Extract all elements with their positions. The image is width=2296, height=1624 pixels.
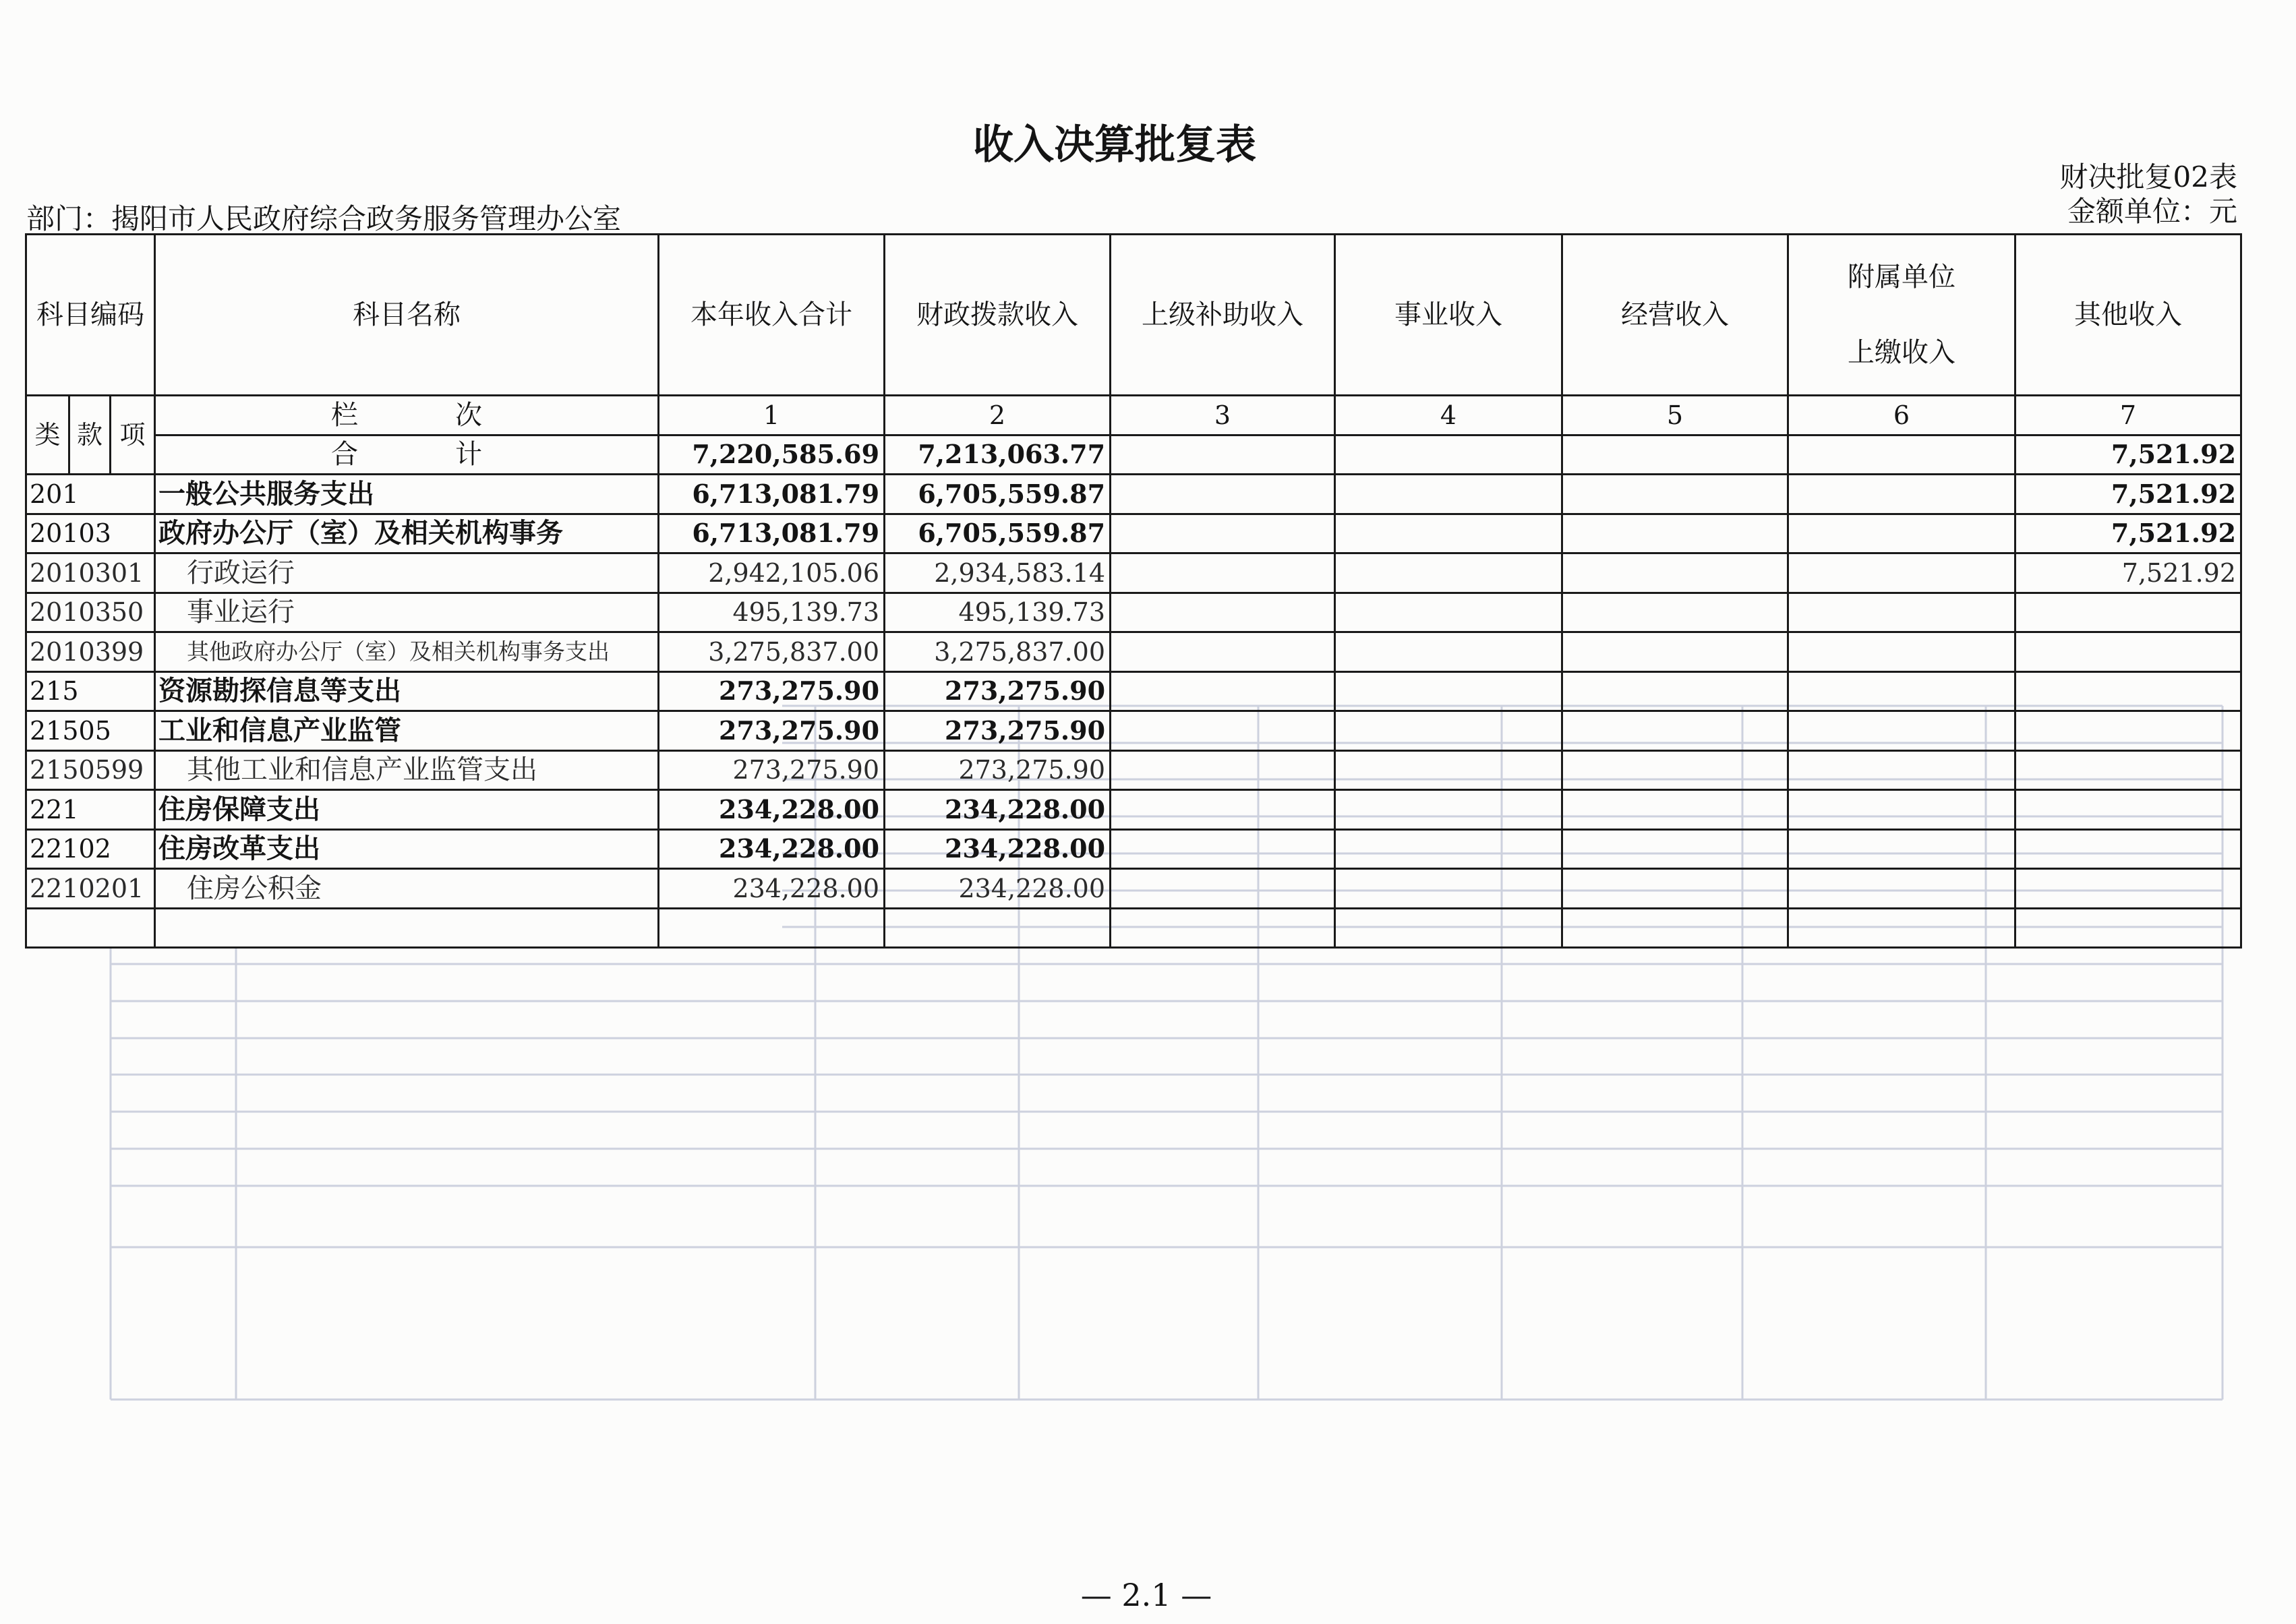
superior-subsidy-cell: [1111, 514, 1335, 553]
business-income-cell: [1335, 632, 1562, 672]
subject-name: 政府办公厅（室）及相关机构事务: [155, 514, 659, 553]
table-row: [26, 475, 2241, 514]
subject-name: 其他工业和信息产业监管支出: [155, 750, 659, 790]
operating-income-cell: [1562, 632, 1788, 672]
total-income-cell: 273,275.90: [659, 750, 885, 790]
empty-cell: [2015, 908, 2241, 948]
column-number: 2: [885, 396, 1111, 435]
column-header-line: 上缴收入: [1848, 337, 1956, 368]
fiscal-allocation-cell: 2,934,583.14: [885, 553, 1111, 593]
affiliated-remittance-cell: [1788, 711, 2015, 751]
superior-subsidy-cell: [1111, 869, 1335, 909]
other-income-cell: [2015, 790, 2241, 830]
subject-name: 住房改革支出: [155, 829, 659, 869]
operating-income-cell: [1562, 829, 1788, 869]
affiliated-remittance-cell: [1788, 869, 2015, 909]
total-income-cell: 2,942,105.06: [659, 553, 885, 593]
column-header-total-income: 本年收入合计: [659, 235, 885, 396]
affiliated-remittance-cell: [1788, 553, 2015, 593]
empty-cell: [1111, 908, 1335, 948]
fiscal-allocation-cell: 6,705,559.87: [885, 514, 1111, 553]
superior-subsidy-cell: [1111, 435, 1335, 475]
total-income-cell: 6,713,081.79: [659, 475, 885, 514]
affiliated-remittance-cell: [1788, 829, 2015, 869]
fiscal-allocation-cell: 234,228.00: [885, 869, 1111, 909]
table-row: [26, 514, 2241, 553]
affiliated-remittance-cell: [1788, 750, 2015, 790]
empty-cell: [659, 908, 885, 948]
subject-name: 一般公共服务支出: [155, 475, 659, 514]
table-row: [26, 632, 2241, 672]
other-income-cell: 7,521.92: [2015, 475, 2241, 514]
business-income-cell: [1335, 671, 1562, 711]
currency-unit: 金额单位：元: [2067, 195, 2237, 228]
total-income-cell: 234,228.00: [659, 869, 885, 909]
business-income-cell: [1335, 435, 1562, 475]
column-header-fiscal-allocation: 财政拨款收入: [885, 235, 1111, 396]
operating-income-cell: [1562, 750, 1788, 790]
superior-subsidy-cell: [1111, 790, 1335, 830]
total-row: [26, 435, 2241, 475]
superior-subsidy-cell: [1111, 475, 1335, 514]
column-number: 5: [1562, 396, 1788, 435]
other-income-cell: [2015, 750, 2241, 790]
operating-income-cell: [1562, 671, 1788, 711]
fiscal-allocation-cell: 273,275.90: [885, 711, 1111, 751]
table-row: [26, 671, 2241, 711]
column-header-operating-income: 经营收入: [1562, 235, 1788, 396]
subject-code: 2010301: [26, 553, 155, 593]
affiliated-remittance-cell: [1788, 671, 2015, 711]
table-row: [26, 750, 2241, 790]
operating-income-cell: [1562, 553, 1788, 593]
level-category-label: 类: [26, 396, 69, 475]
subject-code: 2010399: [26, 632, 155, 672]
table-row: [26, 593, 2241, 632]
total-income-cell: 3,275,837.00: [659, 632, 885, 672]
superior-subsidy-cell: [1111, 750, 1335, 790]
other-income-cell: [2015, 671, 2241, 711]
total-income-cell: 234,228.00: [659, 829, 885, 869]
header-row: [26, 235, 2241, 396]
subject-name: 其他政府办公厅（室）及相关机构事务支出: [155, 632, 659, 672]
total-income-cell: 273,275.90: [659, 671, 885, 711]
subject-code: 221: [26, 790, 155, 830]
business-income-cell: [1335, 593, 1562, 632]
fiscal-allocation-cell: 6,705,559.87: [885, 475, 1111, 514]
operating-income-cell: [1562, 869, 1788, 909]
fiscal-allocation-cell: 234,228.00: [885, 790, 1111, 830]
subject-name: 工业和信息产业监管: [155, 711, 659, 751]
table-row: [26, 790, 2241, 830]
superior-subsidy-cell: [1111, 632, 1335, 672]
column-number: 6: [1788, 396, 2015, 435]
other-income-cell: [2015, 869, 2241, 909]
other-income-cell: [2015, 632, 2241, 672]
total-income-cell: 7,220,585.69: [659, 435, 885, 475]
page-number: — 2.1 —: [1080, 1577, 1212, 1613]
subject-code: 22102: [26, 829, 155, 869]
empty-cell: [1788, 908, 2015, 948]
table-row: [26, 869, 2241, 909]
affiliated-remittance-cell: [1788, 632, 2015, 672]
subject-name: 事业运行: [155, 593, 659, 632]
subject-code: 2210201: [26, 869, 155, 909]
subject-code: 215: [26, 671, 155, 711]
affiliated-remittance-cell: [1788, 435, 2015, 475]
fiscal-allocation-cell: 234,228.00: [885, 829, 1111, 869]
total-income-cell: 234,228.00: [659, 790, 885, 830]
column-header-other-income: 其他收入: [2015, 235, 2241, 396]
operating-income-cell: [1562, 475, 1788, 514]
subject-code-header: 科目编码: [26, 235, 155, 396]
income-approval-table: [25, 233, 2242, 949]
superior-subsidy-cell: [1111, 829, 1335, 869]
business-income-cell: [1335, 829, 1562, 869]
business-income-cell: [1335, 514, 1562, 553]
table-row: [26, 829, 2241, 869]
subject-code: 201: [26, 475, 155, 514]
operating-income-cell: [1562, 593, 1788, 632]
empty-cell: [1335, 908, 1562, 948]
other-income-cell: [2015, 829, 2241, 869]
column-number: 1: [659, 396, 885, 435]
column-number-label: 栏次: [155, 396, 659, 435]
other-income-cell: 7,521.92: [2015, 435, 2241, 475]
empty-cell: [155, 908, 659, 948]
subject-name: 资源勘探信息等支出: [155, 671, 659, 711]
empty-cell: [26, 908, 155, 948]
table-row: [26, 711, 2241, 751]
superior-subsidy-cell: [1111, 711, 1335, 751]
other-income-cell: [2015, 711, 2241, 751]
column-header-affiliated-remittance: [1788, 235, 2015, 396]
operating-income-cell: [1562, 514, 1788, 553]
other-income-cell: [2015, 593, 2241, 632]
subject-code: 21505: [26, 711, 155, 751]
subject-code: 2150599: [26, 750, 155, 790]
business-income-cell: [1335, 711, 1562, 751]
operating-income-cell: [1562, 435, 1788, 475]
fiscal-allocation-cell: 3,275,837.00: [885, 632, 1111, 672]
column-number-row: [26, 396, 2241, 435]
subject-code: 2010350: [26, 593, 155, 632]
business-income-cell: [1335, 790, 1562, 830]
table-row: [26, 553, 2241, 593]
total-income-cell: 273,275.90: [659, 711, 885, 751]
business-income-cell: [1335, 475, 1562, 514]
subject-name: 住房保障支出: [155, 790, 659, 830]
fiscal-allocation-cell: 273,275.90: [885, 671, 1111, 711]
level-section-label: 款: [69, 396, 111, 475]
operating-income-cell: [1562, 711, 1788, 751]
total-income-cell: 6,713,081.79: [659, 514, 885, 553]
affiliated-remittance-cell: [1788, 593, 2015, 632]
empty-cell: [885, 908, 1111, 948]
report-title: 收入决算批复表: [973, 121, 1256, 169]
business-income-cell: [1335, 553, 1562, 593]
column-number: 4: [1335, 396, 1562, 435]
empty-cell: [1562, 908, 1788, 948]
department-label: 部门：揭阳市人民政府综合政务服务管理办公室: [26, 202, 622, 235]
total-label: 合计: [155, 435, 659, 475]
form-code: 财决批复02表: [2059, 160, 2237, 193]
column-header-line: 附属单位: [1848, 262, 1956, 293]
superior-subsidy-cell: [1111, 593, 1335, 632]
column-number: 3: [1111, 396, 1335, 435]
fiscal-allocation-cell: 273,275.90: [885, 750, 1111, 790]
superior-subsidy-cell: [1111, 671, 1335, 711]
superior-subsidy-cell: [1111, 553, 1335, 593]
fiscal-allocation-cell: 495,139.73: [885, 593, 1111, 632]
business-income-cell: [1335, 869, 1562, 909]
affiliated-remittance-cell: [1788, 790, 2015, 830]
column-header-superior-subsidy: 上级补助收入: [1111, 235, 1335, 396]
business-income-cell: [1335, 750, 1562, 790]
subject-name-header: 科目名称: [155, 235, 659, 396]
operating-income-cell: [1562, 790, 1788, 830]
affiliated-remittance-cell: [1788, 514, 2015, 553]
blank-row: [26, 908, 2241, 948]
other-income-cell: 7,521.92: [2015, 514, 2241, 553]
column-header-business-income: 事业收入: [1335, 235, 1562, 396]
fiscal-allocation-cell: 7,213,063.77: [885, 435, 1111, 475]
total-income-cell: 495,139.73: [659, 593, 885, 632]
subject-name: 行政运行: [155, 553, 659, 593]
other-income-cell: 7,521.92: [2015, 553, 2241, 593]
affiliated-remittance-cell: [1788, 475, 2015, 514]
subject-name: 住房公积金: [155, 869, 659, 909]
column-number: 7: [2015, 396, 2241, 435]
subject-code: 20103: [26, 514, 155, 553]
level-item-label: 项: [111, 396, 155, 475]
